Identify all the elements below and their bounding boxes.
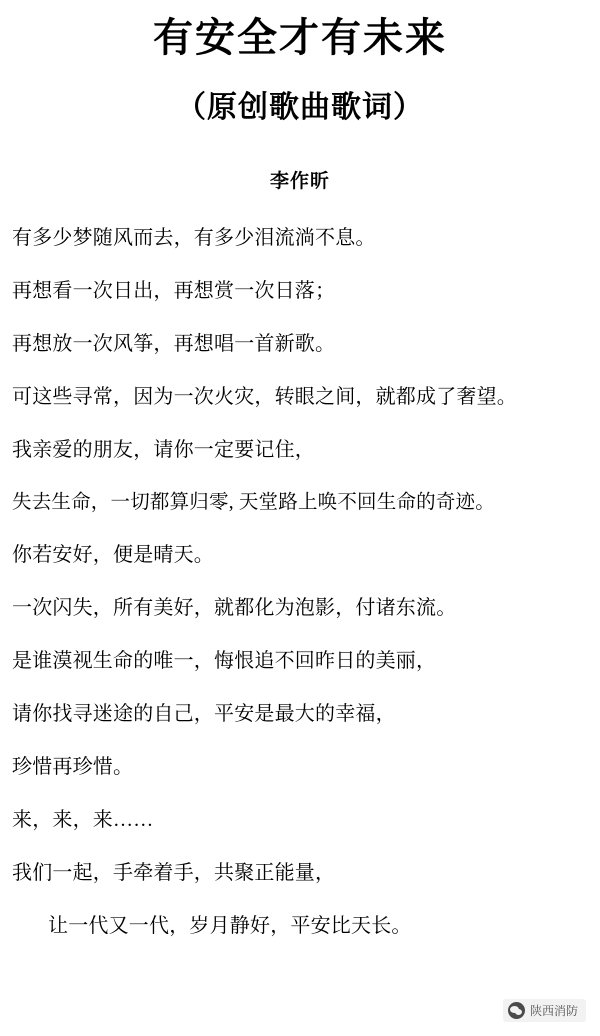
lyric-line: 来，来，来……: [12, 809, 154, 832]
page-subtitle: （原创歌曲歌词）: [176, 91, 424, 124]
account-badge[interactable]: [503, 999, 586, 1022]
page-title: 有安全才有未来: [153, 15, 447, 60]
lyric-line: 你若安好，便是晴天。: [12, 544, 214, 567]
lyric-line: 一次闪失，所有美好，就都化为泡影，付诸东流。: [12, 597, 457, 620]
lyric-line: 可这些寻常，因为一次火灾，转眼之间，就都成了奢望。: [12, 386, 517, 408]
lyric-line: 再想看一次日出，再想赏一次日落；: [12, 280, 336, 302]
lyric-line: 有多少梦随风而去，有多少泪流淌不息。: [12, 227, 376, 249]
lyric-line: 让一代又一代，岁月静好，平安比天长。: [48, 915, 412, 938]
lyric-line: 是谁漠视生命的唯一，悔恨追不回昨日的美丽，: [12, 650, 437, 673]
lyrics-body: [10, 223, 590, 941]
lyric-line: 失去生命，一切都算归零, 天堂路上唤不回生命的奇迹。: [12, 492, 495, 513]
lyric-line: 再想放一次风筝，再想唱一首新歌。: [12, 333, 336, 355]
lyric-line: 珍惜再珍惜。: [12, 756, 134, 779]
account-name: 陕西消防: [529, 1004, 578, 1018]
author-name: 李作昕: [269, 171, 330, 192]
wechat-icon: [508, 1002, 525, 1019]
lyric-line: 我们一起，手牵着手，共聚正能量，: [12, 862, 336, 885]
lyric-line: 请你找寻迷途的自己，平安是最大的幸福，: [12, 703, 396, 726]
lyric-line: 我亲爱的朋友，请你一定要记住，: [12, 439, 315, 461]
document-page: [0, 14, 600, 1036]
